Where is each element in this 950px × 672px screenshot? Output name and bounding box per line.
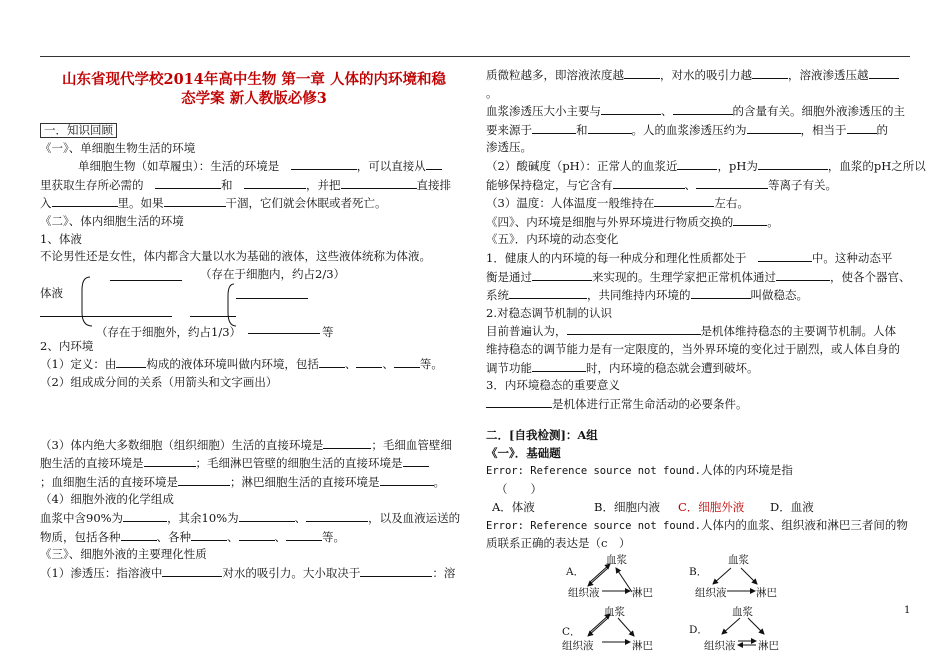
p3-line2: 胞生活的直接环境是 ；毛细淋巴管壁的细胞生活的直接环境是 <box>40 454 468 473</box>
s1-line1: 单细胞生物（如草履虫）：生活的环境是 ，可以直接从 <box>40 157 468 176</box>
header-rule <box>40 56 910 57</box>
r-line10: 《五》．内环境的动态变化 <box>486 232 619 247</box>
s1-heading: 《一》、单细胞生物生活的环境 <box>40 140 196 155</box>
r-line8: （3）温度：人体温度一般维持在 左右。 <box>486 196 749 211</box>
option-d: D．血液 <box>770 499 814 514</box>
r-line13: 系统 ，共同维持内环境的 叫做稳态。 <box>486 288 808 303</box>
r-line19: 是机体进行正常生命活动的必要条件。 <box>486 395 916 414</box>
r-line11: 1．健康人的内环境的每一种成分和理化性质都处于 中。这种动态平 <box>486 250 893 265</box>
s3-heading: 《三》、细胞外液的主要理化性质 <box>40 547 207 562</box>
right-column <box>486 66 926 553</box>
r-line2: 。 <box>486 85 498 100</box>
s1-line3: 入 里。如果 干涸，它们就会休眠或者死亡。 <box>40 196 387 211</box>
r-line7: 能够保持稳定，与它含有 、 等离子有关。 <box>486 177 837 192</box>
r-line3: 血浆渗透压大小主要与 、 的含量有关。细胞外液渗透压的主 <box>486 104 905 119</box>
question-2: Error: Reference source not found.人体内的血浆、组织液和淋巴三者间的物 <box>486 517 908 532</box>
definition-line: （1）定义：由 构成的液体环境叫做内环境，包括 、 、 等。 <box>40 357 443 372</box>
option-c-answer: C．细胞外液 <box>678 499 745 514</box>
s2-internal-env: 2、内环境 <box>40 338 94 353</box>
question-1-paren: （ ） <box>496 482 542 497</box>
p3-line3: ；血细胞生活的直接环境是 ；淋巴细胞生活的直接环境是 。 <box>40 474 445 489</box>
p3-line1: （3）体内绝大多数细胞（组织细胞）生活的直接环境是 ；毛细血管壁细 <box>40 437 452 452</box>
p4-line2: 物质，包括各种 、各种 、 、 等。 <box>40 529 345 544</box>
r-line16: 维持稳态的调节能力是有一定限度的，当外界环境的变化过于剧烈，或人体自身的 <box>486 341 900 356</box>
option-b: B．细胞内液 <box>594 499 660 514</box>
page-number: 1 <box>904 605 911 616</box>
question-1: Error: Reference source not found.人体的内环境是指 <box>486 463 793 478</box>
r-line17: 调节功能 时，内环境的稳态就会遭到破坏。 <box>486 360 759 375</box>
r-line15: 目前普遍认为， 是机体维持稳态的主要调节机制。人体 <box>486 324 896 339</box>
section-heading-selftest: 二．[自我检测]：A组 <box>486 428 598 443</box>
r-line18: 3．内环境稳态的重要意义 <box>486 378 620 393</box>
s2-body-fluid: 1、体液 <box>40 231 82 246</box>
r-line12: 衡是通过 来实现的。生理学家把正常机体通过 ，使各个器官、 <box>486 269 911 284</box>
option-a: A．体液 <box>492 499 535 514</box>
r-line14: 2.对稳态调节机制的认识 <box>486 305 612 320</box>
p4-line1: 血浆中含90%为 ，其余10%为 、 ，以及血液运送的 <box>40 510 461 525</box>
diagram-b-arrows <box>685 560 805 610</box>
diagram-c-arrows <box>560 612 680 662</box>
r-line4: 要来源于 和 。人的血浆渗透压约为 ，相当于 的 <box>486 122 888 137</box>
section-heading-review: 一．知识回顾 <box>40 123 117 138</box>
r-line1: 质微粒越多，即溶液浓度越 ，对水的吸引力越 ，溶液渗透压越 <box>486 66 916 85</box>
p4-heading: （4）细胞外液的化学组成 <box>40 492 174 507</box>
brace-lines <box>40 266 280 338</box>
diagram-d-arrows <box>690 612 810 662</box>
r-line9: 《四》、内环境是细胞与外界环境进行物质交换的 。 <box>486 214 779 229</box>
body-fluid-tree: （存在于细胞内，约占2/3） 体液 （存在于细胞外，约占1/3） 等 <box>40 266 346 339</box>
s3-line1: （1）渗透压：指溶液中 对水的吸引力。大小取决于 ：溶 <box>40 565 456 580</box>
basic-questions-heading: 《一》．基础题 <box>486 445 561 460</box>
question-1-options <box>486 499 916 517</box>
drawing-space <box>40 392 468 436</box>
s1-line2: 里获取生存所必需的 和 ，并把 直接排 <box>40 177 451 192</box>
s2-body-fluid-desc: 不论男性还是女性，体内都含大量以水为基础的液体，这些液体统称为体液。 <box>40 249 431 264</box>
question-2-line2: 质联系正确的表达是（c ） <box>486 536 631 551</box>
document-title: 山东省现代学校2014年高中生物 第一章 人体的内环境和稳 态学案 新人教版必修3 <box>62 71 446 107</box>
diagram-a-arrows <box>560 560 680 610</box>
r-line5: 渗透压。 <box>486 140 532 155</box>
relation-line: （2）组成成分间的关系（用箭头和文字画出） <box>40 374 278 389</box>
r-line6: （2）酸碱度（pH）：正常人的血浆近 ，pH为 ，血浆的pH之所以 <box>486 158 926 173</box>
s2-heading: 《二》、体内细胞生活的环境 <box>40 213 184 228</box>
left-column <box>40 66 468 582</box>
